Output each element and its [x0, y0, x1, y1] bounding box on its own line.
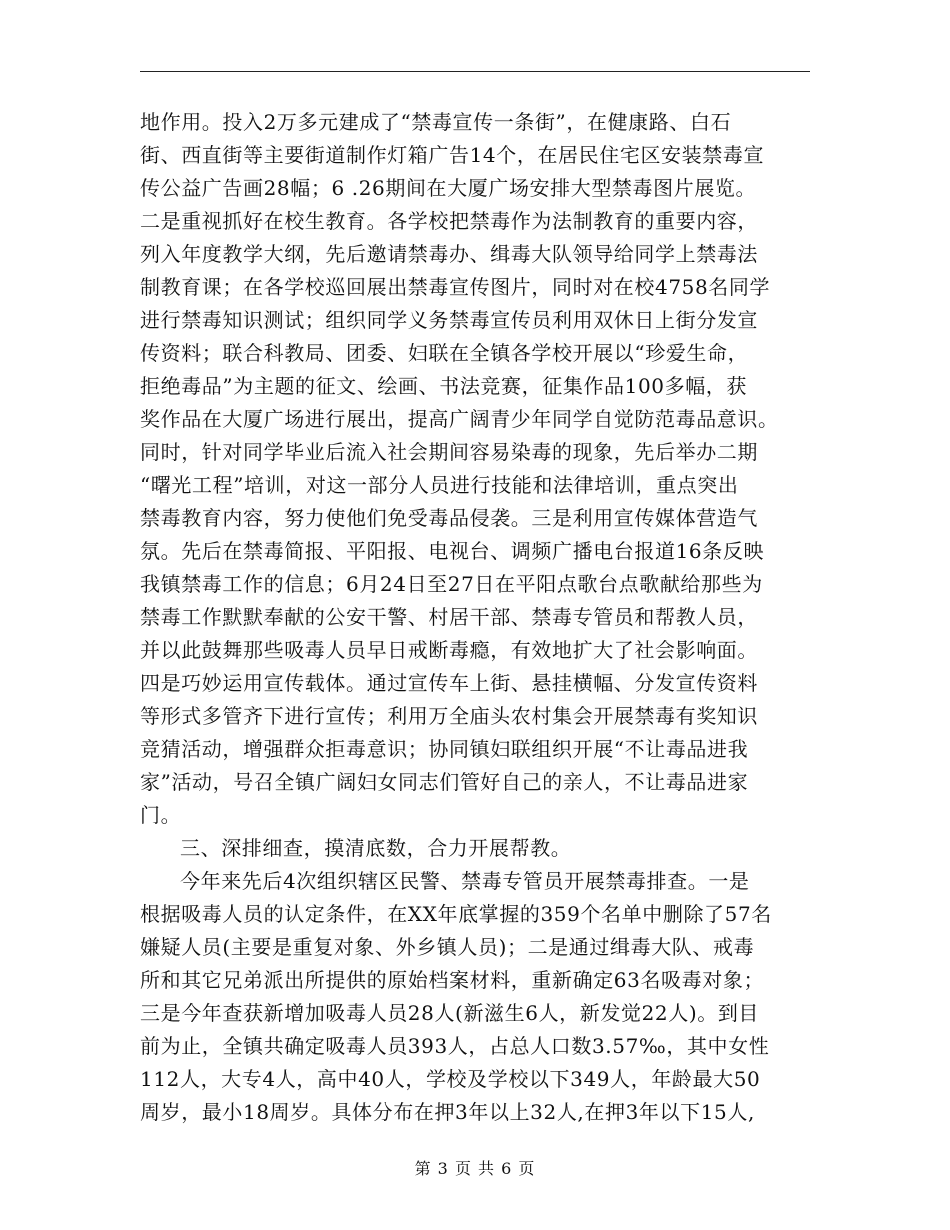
text-line: 禁毒工作默默奉献的公安干警、村居干部、禁毒专管员和帮教人员，: [140, 605, 758, 629]
text-line: 根据吸毒人员的认定条件，在XX年底掌握的359个名单中删除了57名: [140, 902, 772, 926]
text-line: 周岁，最小18周岁。具体分布在押3年以上32人,在押3年以下15人,: [140, 1100, 755, 1124]
text-line: 同时，针对同学毕业后流入社会期间容易染毒的现象，先后举办二期: [140, 440, 758, 464]
text-line: 三是今年查获新增加吸毒人员28人(新滋生6人，新发觉22人)。到目: [140, 1001, 760, 1025]
text-line: 氛。先后在禁毒简报、平阳报、电视台、调频广播电台报道16条反映: [140, 539, 765, 563]
text-line: 街、西直街等主要街道制作灯箱广告14个，在居民住宅区安装禁毒宣: [140, 143, 765, 167]
page-number-footer: 第 3 页 共 6 页: [414, 1159, 536, 1178]
text-line: 列入年度教学大纲，先后邀请禁毒办、缉毒大队领导给同学上禁毒法: [140, 242, 758, 266]
text-line: “曙光工程”培训，对这一部分人员进行技能和法律培训，重点突出: [140, 473, 739, 497]
text-line: 地作用。投入2万多元建成了“禁毒宣传一条街”，在健康路、白石: [140, 110, 732, 134]
text-line: 前为止，全镇共确定吸毒人员393人，占总人口数3.57‰，其中女性: [140, 1034, 770, 1058]
text-line: 拒绝毒品”为主题的征文、绘画、书法竞赛，征集作品100多幅，获: [140, 374, 747, 398]
text-line: 嫌疑人员(主要是重复对象、外乡镇人员)；二是通过缉毒大队、戒毒: [140, 935, 755, 959]
text-line: 112人，大专4人，高中40人，学校及学校以下349人，年龄最大50: [140, 1067, 761, 1091]
text-line: 禁毒教育内容，努力使他们免受毒品侵袭。三是利用宣传媒体营造气: [140, 506, 758, 530]
text-line: 家”活动，号召全镇广阔妇女同志们管好自己的亲人，不让毒品进家: [140, 770, 749, 794]
section-heading: 三、深排细查，摸清底数，合力开展帮教。: [180, 836, 572, 860]
header-rule: [140, 71, 810, 72]
document-body: [140, 106, 820, 1129]
text-line: 进行禁毒知识测试；组织同学义务禁毒宣传员利用双休日上街分发宣: [140, 308, 758, 332]
text-line: 门。: [140, 803, 182, 827]
text-line: 四是巧妙运用宣传载体。通过宣传车上街、悬挂横幅、分发宣传资料: [140, 671, 758, 695]
text-line: 传资料；联合科教局、团委、妇联在全镇各学校开展以“珍爱生命，: [140, 341, 749, 365]
text-line: 传公益广告画28幅；6 .26期间在大厦广场安排大型禁毒图片展览。: [140, 176, 757, 200]
text-line: 二是重视抓好在校生教育。各学校把禁毒作为法制教育的重要内容，: [140, 209, 758, 233]
text-line: 所和其它兄弟派出所提供的原始档案材料，重新确定63名吸毒对象；: [140, 968, 765, 992]
text-line: 制教育课；在各学校巡回展出禁毒宣传图片，同时对在校4758名同学: [140, 275, 771, 299]
text-line: 并以此鼓舞那些吸毒人员早日戒断毒瘾，有效地扩大了社会影响面。: [140, 638, 758, 662]
text-line: 奖作品在大厦广场进行展出，提高广阔青少年同学自觉防范毒品意识。: [140, 407, 779, 431]
text-line: 今年来先后4次组织辖区民警、禁毒专管员开展禁毒排查。一是: [180, 869, 750, 893]
text-line: 等形式多管齐下进行宣传；利用万全庙头农村集会开展禁毒有奖知识: [140, 704, 758, 728]
text-line: 竞猜活动，增强群众拒毒意识；协同镇妇联组织开展“不让毒品进我: [140, 737, 749, 761]
text-line: 我镇禁毒工作的信息；6月24日至27日在平阳点歌台点歌献给那些为: [140, 572, 763, 596]
